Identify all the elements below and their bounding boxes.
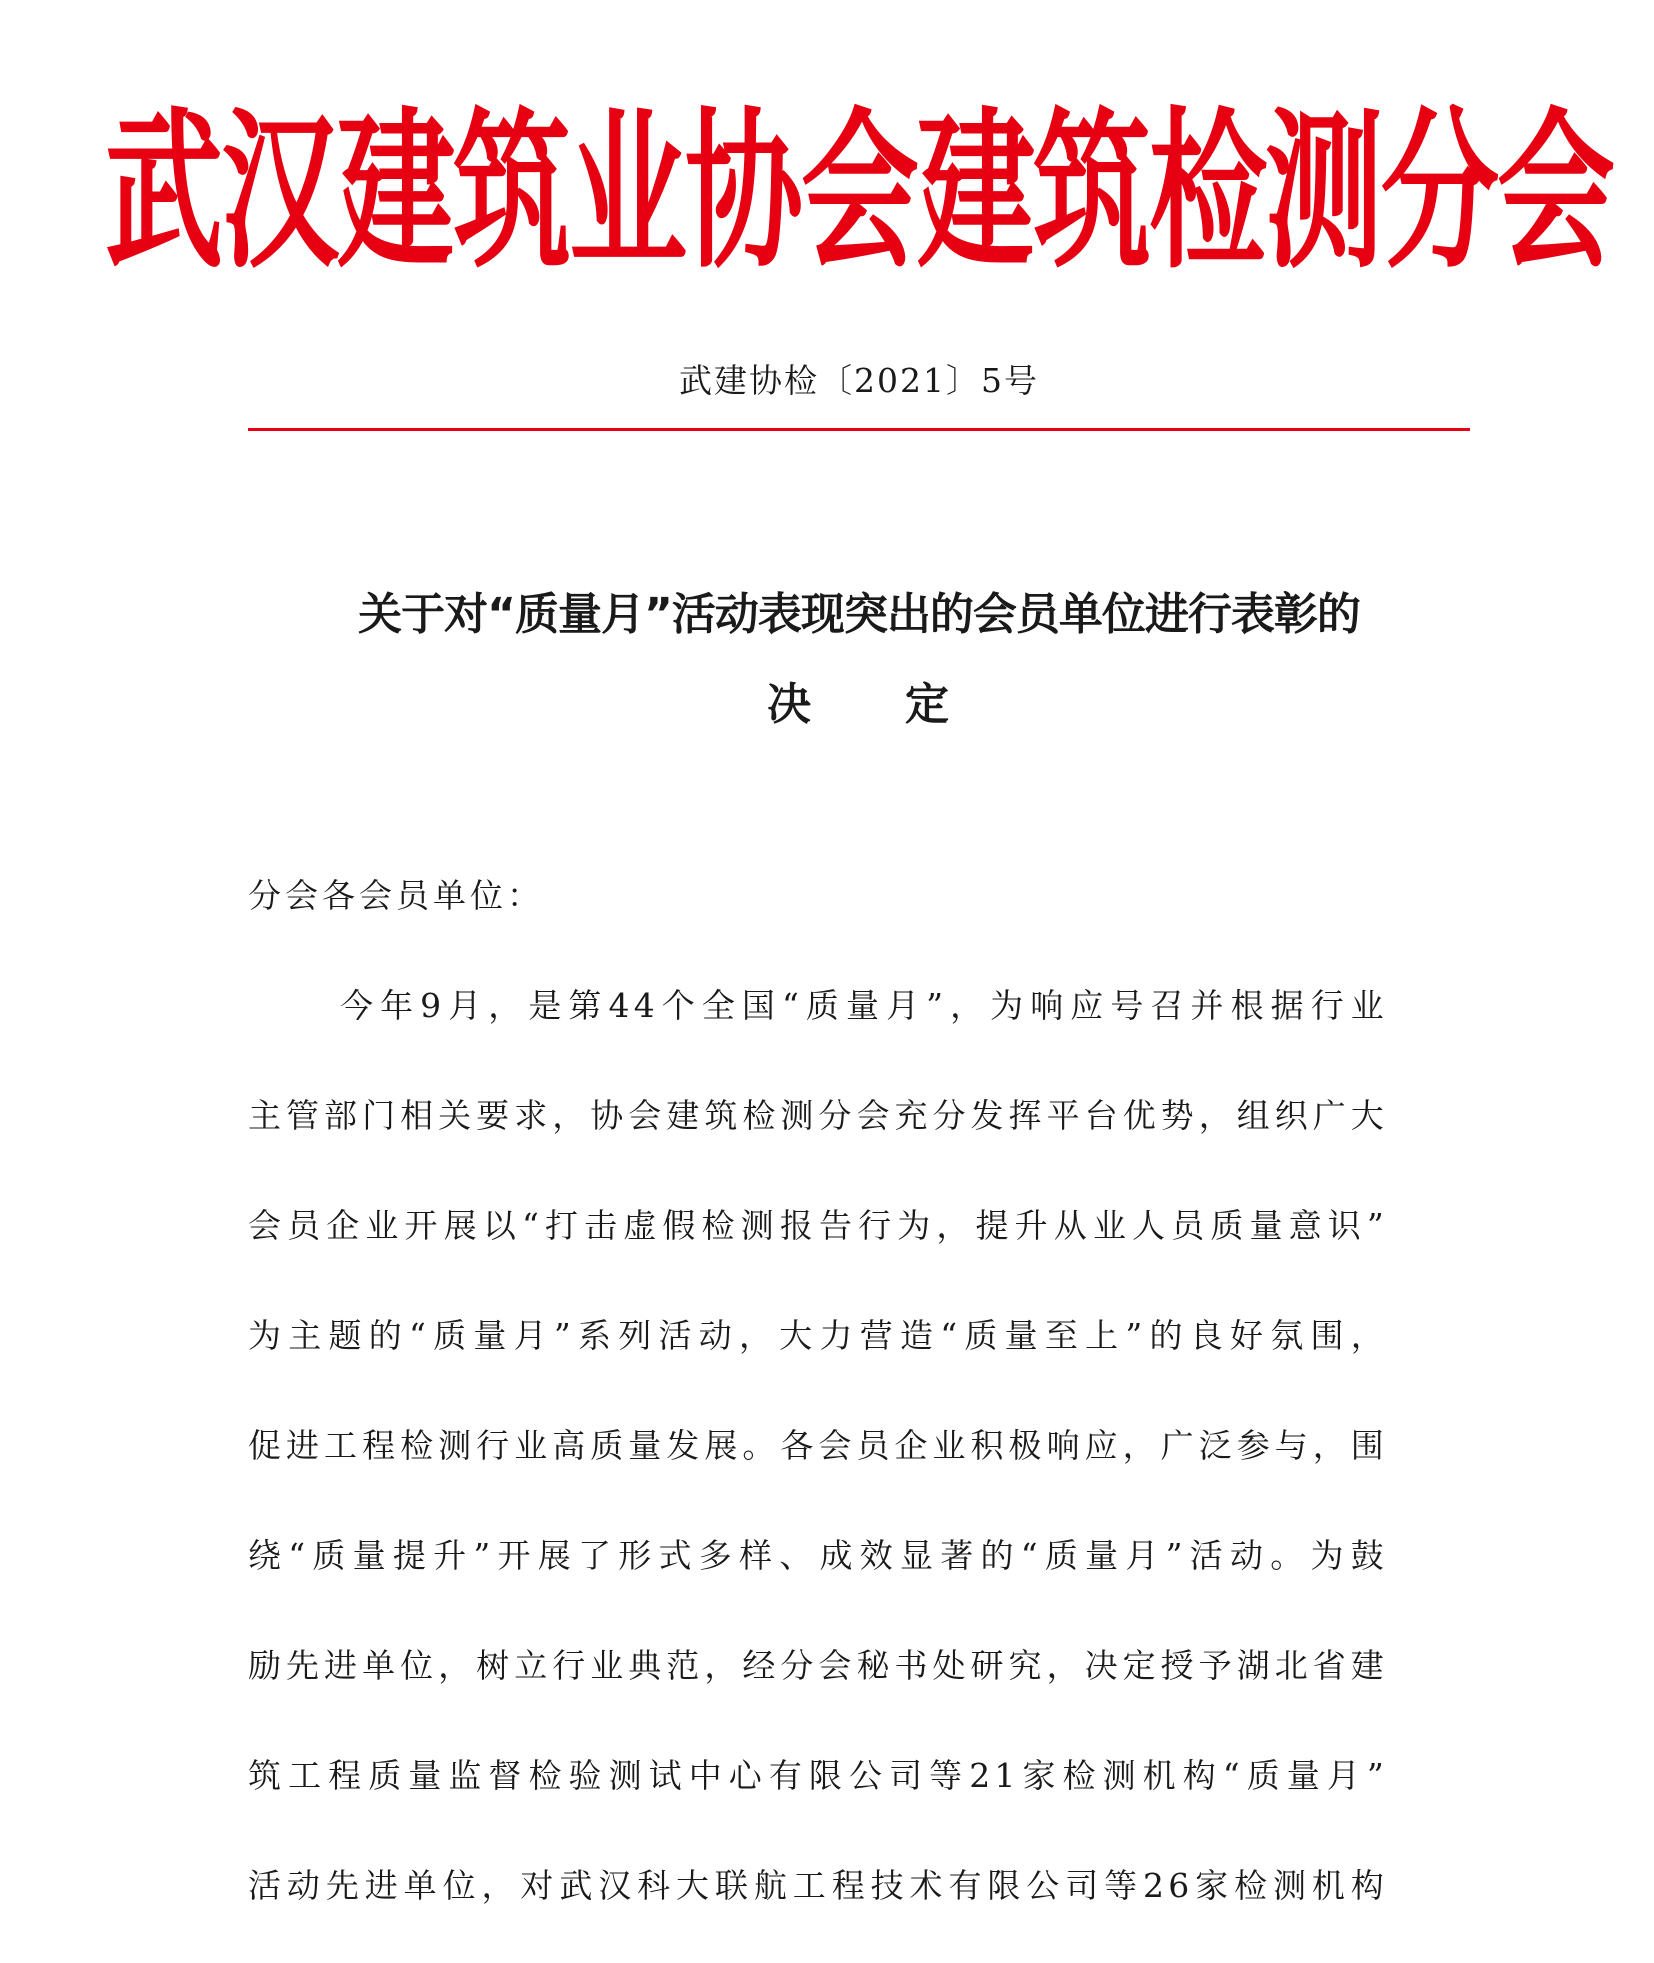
body-line-5: 促进工程检测行业高质量发展。各会员企业积极响应，广泛参与，围 (248, 1426, 1388, 1465)
document-number: 武建协检〔2021〕5号 (679, 361, 1039, 400)
body-line-7: 励先进单位，树立行业典范，经分会秘书处研究，决定授予湖北省建 (248, 1646, 1388, 1685)
document-title-line-1: 关于对“质量月”活动表现突出的会员单位进行表彰的 (358, 589, 1360, 640)
document-title-line-2: 决 定 (767, 679, 951, 730)
letterhead-org-name: 武汉建筑业协会建筑检测分会 (105, 91, 1614, 292)
salutation: 分会各会员单位： (248, 876, 544, 915)
letterhead-red-rule (248, 428, 1470, 431)
body-line-1: 今年9月，是第44个全国“质量月”，为响应号召并根据行业 (340, 986, 1388, 1025)
body-line-8: 筑工程质量监督检验测试中心有限公司等21家检测机构“质量月” (248, 1756, 1388, 1795)
body-line-6: 绕“质量提升”开展了形式多样、成效显著的“质量月”活动。为鼓 (248, 1536, 1388, 1575)
body-line-3: 会员企业开展以“打击虚假检测报告行为，提升从业人员质量意识” (248, 1206, 1388, 1245)
body-line-4: 为主题的“质量月”系列活动，大力营造“质量至上”的良好氛围， (248, 1316, 1388, 1355)
body-line-9: 活动先进单位，对武汉科大联航工程技术有限公司等26家检测机构 (248, 1866, 1388, 1905)
body-line-2: 主管部门相关要求，协会建筑检测分会充分发挥平台优势，组织广大 (248, 1096, 1388, 1135)
